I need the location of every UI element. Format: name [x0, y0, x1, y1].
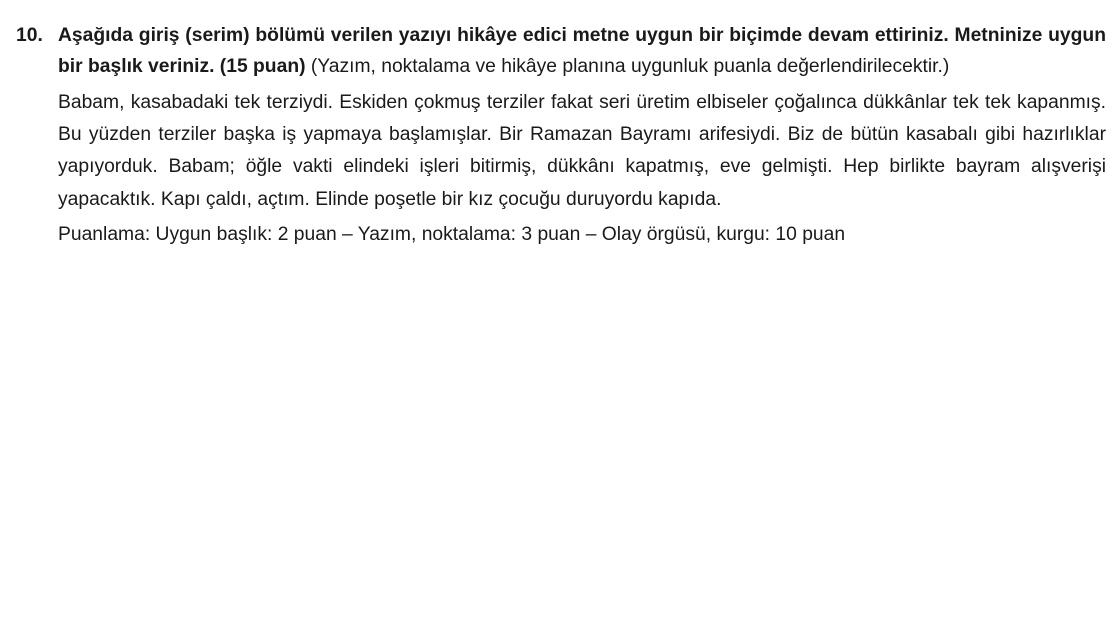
question-instruction [58, 20, 1106, 82]
question-number: 10. [16, 25, 43, 46]
story-passage: Babam, kasabadaki tek terziydi. Eskiden çokmuş terziler fakat seri üretim elbiseler çoğalınca dükkânlar tek tek kapanmış. Bu yüzden terziler başka iş yapmaya başlamışlar. Bir Ramazan Bayramı arifesiydi. Biz de bütün kasabalı gibi hazırlıklar yapıyorduk. Babam; öğle vakti elindeki işleri bitirmiş, dükkânı kapatmış, eve gelmişti. Hep birlikte bayram alışverişi yapacaktık. Kapı çaldı, açtım. Elinde poşetle bir kız çocuğu duruyordu kapıda. [58, 92, 1106, 210]
question-block [16, 20, 1106, 250]
instruction-regular-text: (Yazım, noktalama ve hikâye planına uygunluk puanla değerlendirilecektir.) [305, 56, 950, 77]
instruction-bold-text: Aşağıda giriş (serim) bölümü verilen yazıyı hikâye edici metne uygun bir biçimde devam ettiriniz. Metninize uygun bir başlık veriniz. (15 puan) [58, 25, 1106, 77]
question-body [58, 20, 1106, 250]
scoring-line: Puanlama: Uygun başlık: 2 puan – Yazım, noktalama: 3 puan – Olay örgüsü, kurgu: 10 puan [58, 223, 846, 245]
